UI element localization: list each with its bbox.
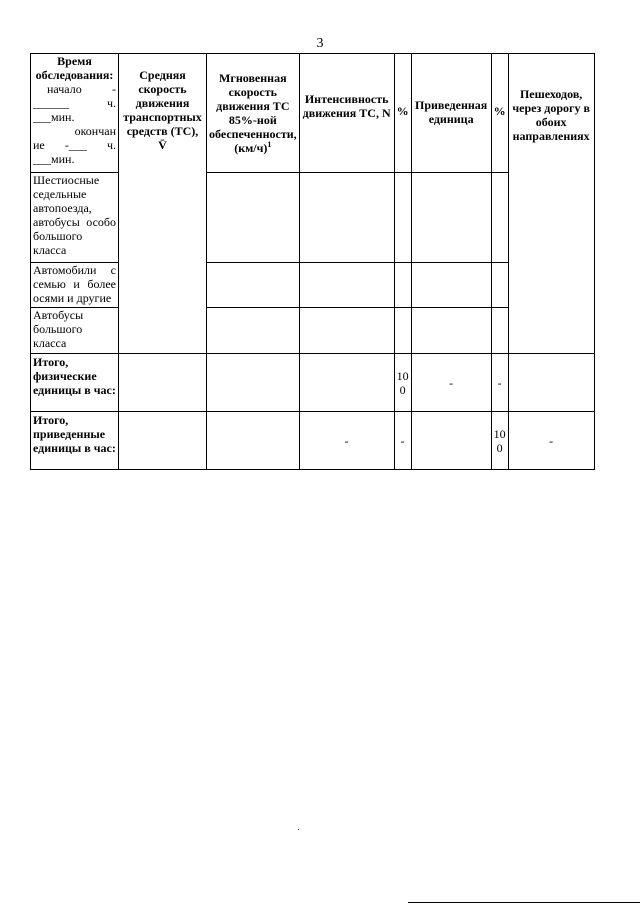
cell-empty	[411, 263, 491, 308]
total-physical-percent: 100	[394, 354, 411, 412]
time-start-minutes: ___мин.	[33, 110, 75, 124]
row-label-semitrailers: Шестиосные седельные автопоезда, автобусы особо большого класса	[31, 173, 119, 263]
cell-empty	[508, 354, 594, 412]
time-end-hours-line	[33, 138, 116, 152]
cell-empty	[119, 412, 207, 470]
total-reduced-percent2: 100	[491, 412, 508, 470]
total-reduced-percent1: -	[394, 412, 411, 470]
time-start-minutes-line	[33, 110, 116, 124]
total-physical-percent2: -	[491, 354, 508, 412]
percent-header-2: %	[491, 54, 508, 173]
cell-empty	[299, 263, 394, 308]
instant-speed-header	[207, 54, 300, 173]
cell-empty	[411, 412, 491, 470]
avg-speed-symbol: V̄	[158, 138, 167, 152]
cell-empty	[491, 263, 508, 308]
table-header-row	[31, 54, 595, 173]
time-end-hours-blank: -___	[64, 138, 87, 152]
cell-empty	[491, 173, 508, 263]
time-end-label: окончан	[74, 124, 116, 138]
cell-empty	[491, 308, 508, 354]
time-end-minutes: ___мин.	[33, 152, 75, 166]
avg-speed-header	[119, 54, 207, 354]
reduced-unit-header: Приведенная единица	[411, 54, 491, 173]
avg-speed-label: Средняя скорость движения транспортных средств (ТС),	[123, 68, 202, 138]
cell-empty	[207, 412, 300, 470]
cell-empty	[394, 308, 411, 354]
time-start-hours-unit: ч.	[106, 96, 116, 110]
total-reduced-label: Итого, приведенные единицы в час:	[31, 412, 119, 470]
scan-speck	[298, 829, 299, 830]
percent-header-1: %	[394, 54, 411, 173]
survey-time-title: Время обследования:	[35, 54, 114, 82]
total-reduced-intensity: -	[299, 412, 394, 470]
survey-time-header	[31, 54, 119, 173]
cell-empty	[299, 308, 394, 354]
cell-empty	[411, 308, 491, 354]
row-label-large-buses: Автобусы большого класса	[31, 308, 119, 354]
time-end-label-suffix: ие	[33, 138, 45, 152]
cell-empty	[394, 173, 411, 263]
total-reduced-pedestrians: -	[508, 412, 594, 470]
cell-empty	[207, 263, 300, 308]
scan-edge-line	[408, 902, 640, 903]
table-row-total-physical	[31, 354, 595, 412]
total-physical-label: Итого, физические единицы в час:	[31, 354, 119, 412]
time-start-line	[33, 82, 116, 96]
time-start-hours-blank: ______	[33, 96, 69, 110]
traffic-survey-table	[30, 53, 595, 470]
cell-empty	[411, 173, 491, 263]
time-start-hours-line	[33, 96, 116, 110]
table-row-total-reduced	[31, 412, 595, 470]
cell-empty	[299, 354, 394, 412]
cell-empty	[299, 173, 394, 263]
pedestrians-header: Пешеходов, через дорогу в обоих направлениях	[508, 54, 594, 354]
time-end-hours-unit: ч.	[106, 138, 116, 152]
cell-empty	[394, 263, 411, 308]
cell-empty	[119, 354, 207, 412]
row-label-multi-axle: Автомобили с семью и более осями и другие	[31, 263, 119, 308]
instant-speed-label: Мгновенная скорость движения ТС 85%-ной обеспеченности, (км/ч)	[209, 71, 297, 155]
time-end-line	[33, 124, 116, 138]
intensity-header: Интенсивность движения ТС, N	[299, 54, 394, 173]
time-end-minutes-line	[33, 152, 116, 166]
time-start-dash: -	[112, 82, 116, 96]
cell-empty	[207, 354, 300, 412]
page-number: 3	[316, 36, 324, 51]
cell-empty	[207, 173, 300, 263]
time-start-label: начало	[47, 82, 82, 96]
total-physical-reduced: -	[411, 354, 491, 412]
cell-empty	[207, 308, 300, 354]
instant-speed-footnote: 1	[267, 140, 272, 149]
